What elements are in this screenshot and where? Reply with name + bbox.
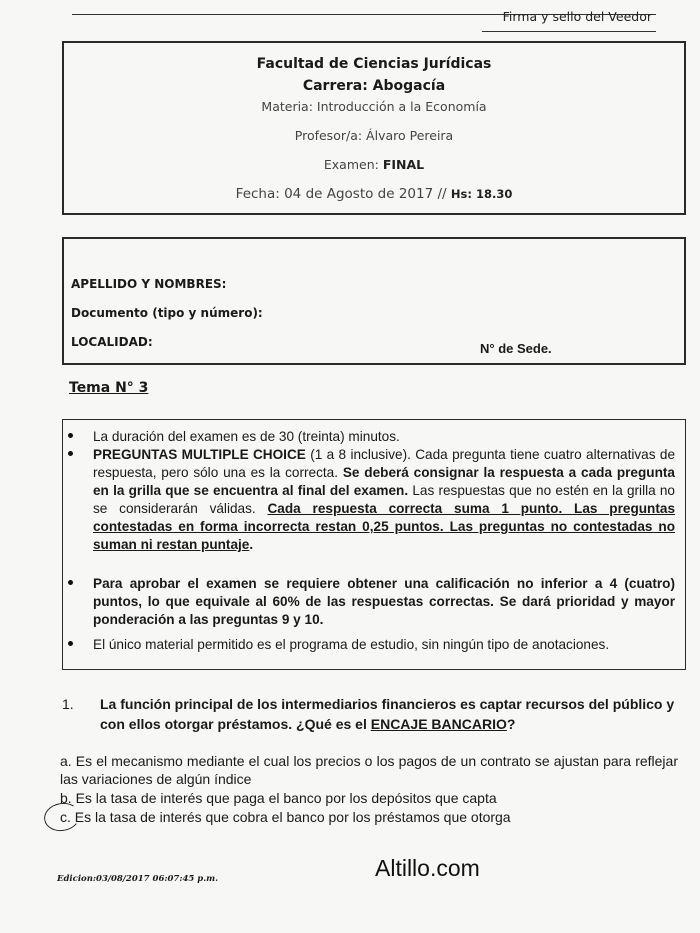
signature-label: Firma y sello del Veedor: [502, 9, 652, 24]
mc-bold-2: Se deberá consignar la respuesta a cada pregunta en la grilla que se encuentra al final del examen.: [93, 465, 675, 498]
faculty-title: Facultad de Ciencias Jurídicas: [256, 56, 492, 72]
mc-text-1: (1 a 8 inclusive). Cada pregunta tiene cuatro alternativas de respuesta, pero sólo una es la correcta.: [93, 447, 676, 480]
option-a: a. Es el mecanismo mediante el cual los precios o los pagos de un contrato se ajustan para reflejar las variaciones de algún índice: [60, 753, 678, 787]
watermark-text: Altillo.com: [375, 855, 480, 881]
mc-end: .: [249, 537, 254, 552]
question-text: [100, 694, 682, 734]
student-document-label: Documento (tipo y número):: [71, 306, 263, 320]
tema-title: Tema N° 3: [69, 380, 149, 396]
mc-text-2: Las respuestas que no estén en la grilla no se considerarán válidas.: [93, 483, 675, 516]
mc-scoring-underlined: Cada respuesta correcta suma 1 punto. Las preguntas contestadas en forma incorrecta restan 0,25 puntos. Las preguntas no contestadas no suman ni restan puntaje: [93, 501, 676, 552]
option-c: c. Es la tasa de interés que cobra el banco por los préstamos que otorga: [60, 809, 511, 825]
signature-line-bottom: [482, 31, 656, 32]
professor-line: Profesor/a: Álvaro Pereira: [294, 128, 454, 143]
question-1: [62, 694, 682, 734]
instruction-duration: La duración del examen es de 30 (treinta) minutos.: [93, 429, 400, 444]
exam-line: [64, 157, 684, 172]
student-info-box: [62, 237, 686, 365]
subject-line: Materia: Introducción a la Economía: [261, 99, 487, 114]
question-end: ?: [506, 716, 516, 732]
bullet-icon: [68, 641, 73, 646]
career-title: Carrera: Abogacía: [302, 78, 446, 94]
option-b: b. Es la tasa de interés que paga el banco por los depósitos que capta: [60, 790, 497, 806]
bullet-icon: [68, 580, 73, 585]
question-stem: La función principal de los intermediarios financieros es captar recursos del público y con ellos otorgar préstamos. ¿Qué es el: [100, 696, 675, 732]
question-keyword: ENCAJE BANCARIO: [370, 716, 507, 732]
mc-heading: PREGUNTAS MULTIPLE CHOICE: [93, 447, 306, 462]
hour-text: Hs: 18.30: [450, 187, 513, 201]
instruction-materials: El único material permitido es el programa de estudio, sin ningún tipo de anotaciones.: [93, 637, 610, 652]
question-number: 1.: [62, 696, 74, 712]
student-locality-label: LOCALIDAD:: [71, 335, 153, 349]
exam-header-box: [62, 41, 686, 215]
bullet-icon: [68, 451, 73, 456]
edition-stamp: Edicion:03/08/2017 06:07:45 p.m.: [57, 874, 219, 884]
exam-type: FINAL: [382, 157, 425, 172]
instructions-box: [62, 419, 686, 670]
exam-label: Examen:: [323, 157, 383, 172]
bullet-icon: [68, 433, 73, 438]
date-text: Fecha: 04 de Agosto de 2017 //: [235, 186, 451, 202]
instruction-passing-grade: Para aprobar el examen se requiere obtener una calificación no inferior a 4 (cuatro) puntos, lo que equivale al 60% de las respuestas correctas. Se dará prioridad y mayor ponderación a las preguntas 9 y 10.: [93, 576, 675, 627]
sede-number-label: N° de Sede.: [480, 341, 552, 356]
instruction-multiple-choice: [93, 446, 675, 554]
date-line: [64, 186, 684, 202]
student-name-label: APELLIDO Y NOMBRES:: [71, 277, 227, 291]
